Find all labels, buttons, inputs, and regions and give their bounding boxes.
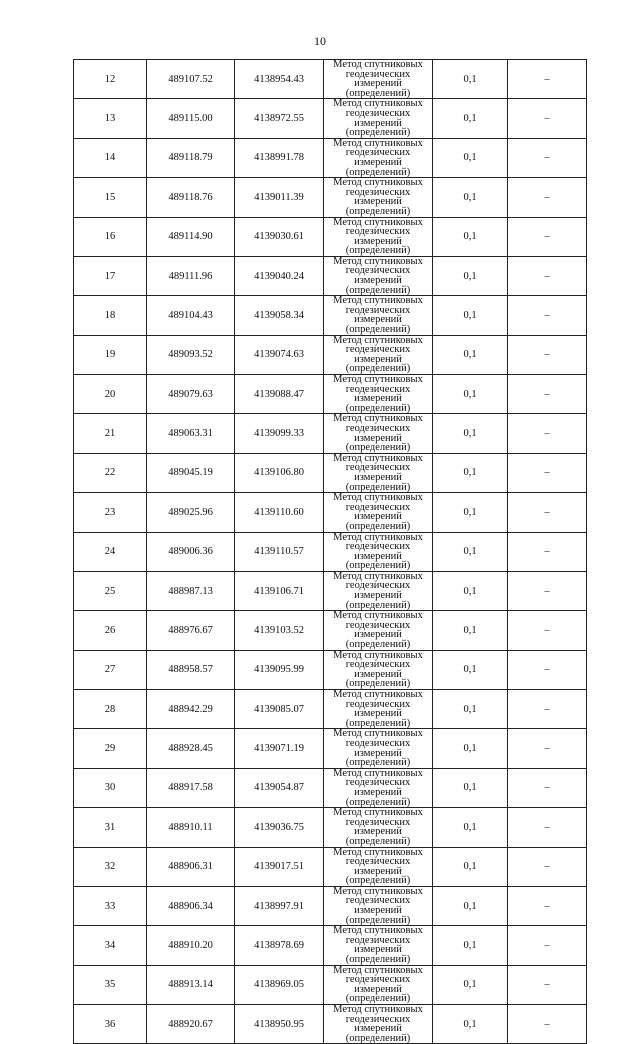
method-cell [324,217,433,256]
method-line: (определений) [345,717,411,729]
method-line: геодезических измерений [345,737,411,759]
point-number-cell: 35 [74,965,147,1004]
point-number-cell: 16 [74,217,147,256]
method-line: Метод спутниковых [333,492,423,504]
point-number-cell: 25 [74,571,147,610]
method-line: геодезических измерений [345,974,411,995]
y-coordinate-cell: 4139085.07 [235,690,324,729]
method-line: Метод спутниковых [333,531,423,543]
table-row [74,847,587,886]
coordinates-table-body [74,60,587,1044]
point-number-cell: 15 [74,178,147,217]
method-line: геодезических измерений [345,383,411,405]
method-line: Метод спутниковых [333,413,423,425]
accuracy-cell: 0,1 [433,335,508,374]
method-line: геодезических измерений [345,265,411,287]
method-cell [324,847,433,886]
dash-cell: – [508,768,587,807]
dash-cell: – [508,690,587,729]
method-line: геодезических измерений [345,541,411,562]
x-coordinate-cell: 489063.31 [147,414,235,453]
y-coordinate-cell: 4138997.91 [235,886,324,925]
accuracy-cell: 0,1 [433,532,508,571]
method-line: геодезических измерений [345,107,411,129]
method-cell [324,178,433,217]
accuracy-cell: 0,1 [433,453,508,492]
dash-cell: – [508,217,587,256]
table-row [74,99,587,138]
y-coordinate-cell: 4138969.05 [235,965,324,1004]
method-line: Метод спутниковых [333,846,423,858]
dash-cell: – [508,532,587,571]
method-line: геодезических измерений [345,1013,411,1035]
dash-cell: – [508,729,587,768]
y-coordinate-cell: 4139110.57 [235,532,324,571]
method-line: геодезических измерений [345,816,411,838]
coordinates-table [73,59,587,1044]
y-coordinate-cell: 4139106.80 [235,453,324,492]
dash-cell: – [508,375,587,414]
table-row [74,650,587,689]
dash-cell: – [508,493,587,532]
y-coordinate-cell: 4139095.99 [235,650,324,689]
method-line: (определений) [345,363,411,375]
method-cell [324,690,433,729]
dash-cell: – [508,453,587,492]
accuracy-cell: 0,1 [433,886,508,925]
method-cell [324,60,433,99]
method-line: геодезических измерений [345,777,411,798]
x-coordinate-cell: 488942.29 [147,690,235,729]
x-coordinate-cell: 488910.11 [147,808,235,847]
x-coordinate-cell: 488913.14 [147,965,235,1004]
method-line: геодезических измерений [345,304,411,326]
method-cell [324,296,433,335]
y-coordinate-cell: 4139099.33 [235,414,324,453]
method-line: (определений) [345,639,411,651]
accuracy-cell: 0,1 [433,178,508,217]
method-cell [324,335,433,374]
method-line: геодезических измерений [345,659,411,680]
dash-cell: – [508,296,587,335]
point-number-cell: 28 [74,690,147,729]
y-coordinate-cell: 4139071.19 [235,729,324,768]
method-line: Метод спутниковых [333,885,423,897]
method-line: Метод спутниковых [333,728,423,740]
method-line: геодезических измерений [345,186,411,208]
accuracy-cell: 0,1 [433,768,508,807]
y-coordinate-cell: 4138991.78 [235,138,324,177]
table-row [74,178,587,217]
accuracy-cell: 0,1 [433,847,508,886]
method-cell [324,99,433,138]
method-cell [324,926,433,965]
method-line: геодезических измерений [345,934,411,956]
method-line: (определений) [345,284,411,296]
page-number: 10 [314,34,326,48]
method-line: Метод спутниковых [333,374,423,385]
dash-cell: – [508,335,587,374]
table-row [74,296,587,335]
x-coordinate-cell: 489025.96 [147,493,235,532]
y-coordinate-cell: 4139030.61 [235,217,324,256]
method-line: Метод спутниковых [333,255,423,267]
point-number-cell: 12 [74,60,147,99]
point-number-cell: 34 [74,926,147,965]
x-coordinate-cell: 489093.52 [147,335,235,374]
point-number-cell: 14 [74,138,147,177]
point-number-cell: 36 [74,1005,147,1044]
y-coordinate-cell: 4139110.60 [235,493,324,532]
method-line: геодезических измерений [345,501,411,523]
method-line: (определений) [345,757,411,769]
accuracy-cell: 0,1 [433,808,508,847]
accuracy-cell: 0,1 [433,296,508,335]
method-line: (определений) [345,324,411,336]
method-cell [324,375,433,414]
method-line: Метод спутниковых [333,137,423,149]
table-row [74,60,587,99]
method-line: Метод спутниковых [333,964,423,976]
point-number-cell: 22 [74,453,147,492]
dash-cell: – [508,60,587,99]
x-coordinate-cell: 489118.76 [147,178,235,217]
accuracy-cell: 0,1 [433,138,508,177]
method-cell [324,611,433,650]
method-line: (определений) [345,166,411,178]
method-line: (определений) [345,245,411,257]
accuracy-cell: 0,1 [433,690,508,729]
table-row [74,375,587,414]
point-number-cell: 23 [74,493,147,532]
accuracy-cell: 0,1 [433,1005,508,1044]
dash-cell: – [508,886,587,925]
table-row [74,138,587,177]
y-coordinate-cell: 4139017.51 [235,847,324,886]
method-line: геодезических измерений [345,698,411,720]
table-row [74,493,587,532]
dash-cell: – [508,414,587,453]
method-cell [324,414,433,453]
method-line: Метод спутниковых [333,177,423,189]
method-line: геодезических измерений [345,619,411,641]
method-line: Метод спутниковых [333,610,423,622]
point-number-cell: 24 [74,532,147,571]
x-coordinate-cell: 489115.00 [147,99,235,138]
dash-cell: – [508,99,587,138]
x-coordinate-cell: 488917.58 [147,768,235,807]
method-line: (определений) [345,87,411,99]
x-coordinate-cell: 488987.13 [147,571,235,610]
x-coordinate-cell: 488920.67 [147,1005,235,1044]
method-line: Метод спутниковых [333,98,423,110]
table-row [74,886,587,925]
table-row [74,690,587,729]
method-line: геодезических измерений [345,580,411,602]
table-row [74,1005,587,1044]
point-number-cell: 17 [74,256,147,295]
point-number-cell: 31 [74,808,147,847]
accuracy-cell: 0,1 [433,493,508,532]
point-number-cell: 27 [74,650,147,689]
method-line: (определений) [345,520,411,532]
method-line: Метод спутниковых [333,1004,423,1015]
method-line: геодезических измерений [345,344,411,365]
y-coordinate-cell: 4138950.95 [235,1005,324,1044]
method-line: геодезических измерений [345,68,411,90]
x-coordinate-cell: 488928.45 [147,729,235,768]
table-row [74,532,587,571]
y-coordinate-cell: 4139036.75 [235,808,324,847]
table-row [74,453,587,492]
accuracy-cell: 0,1 [433,926,508,965]
y-coordinate-cell: 4139088.47 [235,375,324,414]
point-number-cell: 18 [74,296,147,335]
method-line: Метод спутниковых [333,216,423,228]
x-coordinate-cell: 488976.67 [147,611,235,650]
method-cell [324,886,433,925]
method-line: Метод спутниковых [333,807,423,819]
dash-cell: – [508,965,587,1004]
method-line: геодезических измерений [345,462,411,483]
dash-cell: – [508,138,587,177]
table-row [74,808,587,847]
point-number-cell: 19 [74,335,147,374]
method-line: геодезических измерений [345,226,411,247]
method-line: (определений) [345,914,411,926]
method-line: Метод спутниковых [333,59,423,70]
method-line: (определений) [345,835,411,847]
method-cell [324,532,433,571]
point-number-cell: 21 [74,414,147,453]
table-row [74,571,587,610]
method-line: Метод спутниковых [333,334,423,346]
table-row [74,965,587,1004]
method-cell [324,650,433,689]
method-cell [324,493,433,532]
point-number-cell: 13 [74,99,147,138]
x-coordinate-cell: 489079.63 [147,375,235,414]
method-line: Метод спутниковых [333,570,423,582]
method-line: Метод спутниковых [333,649,423,661]
point-number-cell: 26 [74,611,147,650]
accuracy-cell: 0,1 [433,60,508,99]
x-coordinate-cell: 489111.96 [147,256,235,295]
accuracy-cell: 0,1 [433,99,508,138]
method-line: (определений) [345,796,411,808]
accuracy-cell: 0,1 [433,611,508,650]
y-coordinate-cell: 4139040.24 [235,256,324,295]
accuracy-cell: 0,1 [433,571,508,610]
method-cell [324,256,433,295]
dash-cell: – [508,1005,587,1044]
y-coordinate-cell: 4139103.52 [235,611,324,650]
dash-cell: – [508,256,587,295]
accuracy-cell: 0,1 [433,414,508,453]
method-line: (определений) [345,402,411,414]
y-coordinate-cell: 4138978.69 [235,926,324,965]
y-coordinate-cell: 4138954.43 [235,60,324,99]
method-line: геодезических измерений [345,895,411,917]
method-line: (определений) [345,875,411,887]
method-cell [324,1005,433,1044]
point-number-cell: 33 [74,886,147,925]
x-coordinate-cell: 488906.34 [147,886,235,925]
method-line: Метод спутниковых [333,689,423,700]
dash-cell: – [508,650,587,689]
method-line: (определений) [345,599,411,611]
point-number-cell: 20 [74,375,147,414]
table-row [74,926,587,965]
dash-cell: – [508,926,587,965]
y-coordinate-cell: 4139054.87 [235,768,324,807]
method-line: Метод спутниковых [333,295,423,307]
y-coordinate-cell: 4138972.55 [235,99,324,138]
x-coordinate-cell: 489114.90 [147,217,235,256]
method-cell [324,571,433,610]
table-row [74,611,587,650]
dash-cell: – [508,178,587,217]
x-coordinate-cell: 489104.43 [147,296,235,335]
method-line: геодезических измерений [345,856,411,877]
dash-cell: – [508,847,587,886]
y-coordinate-cell: 4139058.34 [235,296,324,335]
method-cell [324,808,433,847]
y-coordinate-cell: 4139106.71 [235,571,324,610]
method-line: Метод спутниковых [333,767,423,779]
x-coordinate-cell: 488910.20 [147,926,235,965]
method-line: (определений) [345,993,411,1005]
method-line: (определений) [345,560,411,572]
method-cell [324,138,433,177]
method-line: (определений) [345,205,411,217]
x-coordinate-cell: 489045.19 [147,453,235,492]
accuracy-cell: 0,1 [433,375,508,414]
dash-cell: – [508,611,587,650]
table-row [74,256,587,295]
method-line: (определений) [345,678,411,690]
method-cell [324,453,433,492]
method-line: Метод спутниковых [333,925,423,937]
method-cell [324,729,433,768]
point-number-cell: 30 [74,768,147,807]
table-row [74,217,587,256]
x-coordinate-cell: 488906.31 [147,847,235,886]
method-line: геодезических измерений [345,147,411,168]
point-number-cell: 29 [74,729,147,768]
dash-cell: – [508,571,587,610]
y-coordinate-cell: 4139011.39 [235,178,324,217]
x-coordinate-cell: 488958.57 [147,650,235,689]
accuracy-cell: 0,1 [433,729,508,768]
accuracy-cell: 0,1 [433,217,508,256]
method-line: (определений) [345,442,411,454]
accuracy-cell: 0,1 [433,965,508,1004]
method-line: (определений) [345,127,411,139]
method-cell [324,768,433,807]
method-line: (определений) [345,954,411,966]
method-line: Метод спутниковых [333,452,423,464]
x-coordinate-cell: 489006.36 [147,532,235,571]
method-line: геодезических измерений [345,422,411,444]
method-line: (определений) [345,1032,411,1044]
table-row [74,729,587,768]
accuracy-cell: 0,1 [433,256,508,295]
y-coordinate-cell: 4139074.63 [235,335,324,374]
table-row [74,335,587,374]
x-coordinate-cell: 489118.79 [147,138,235,177]
dash-cell: – [508,808,587,847]
table-row [74,768,587,807]
point-number-cell: 32 [74,847,147,886]
x-coordinate-cell: 489107.52 [147,60,235,99]
method-cell [324,965,433,1004]
table-row [74,414,587,453]
accuracy-cell: 0,1 [433,650,508,689]
method-line: (определений) [345,481,411,493]
